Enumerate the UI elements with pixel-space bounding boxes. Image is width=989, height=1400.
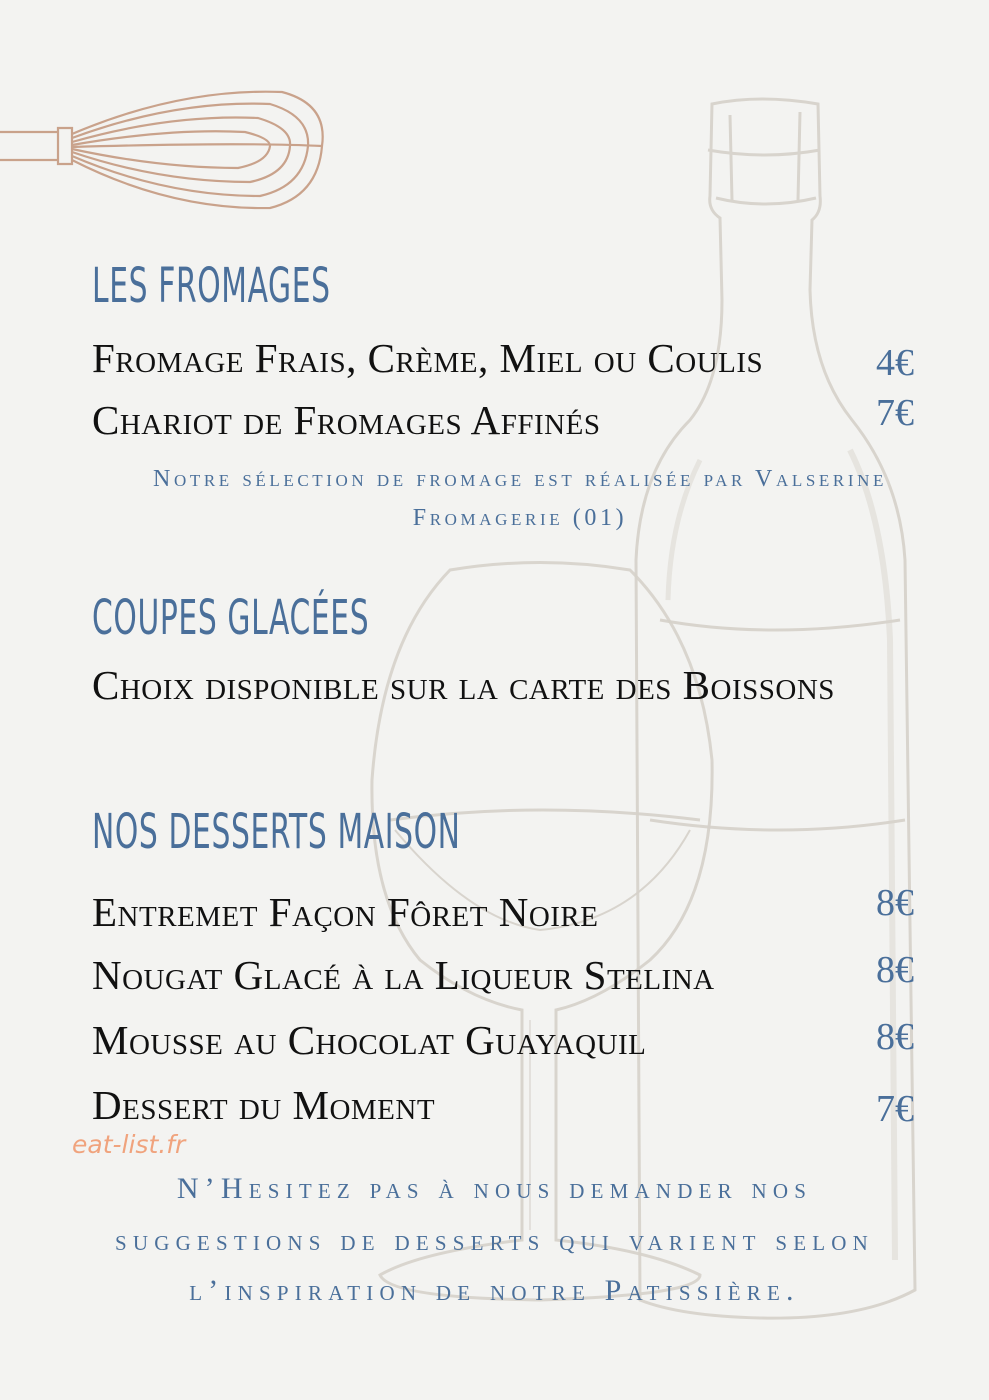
price-fromage-frais: 4€ bbox=[876, 342, 914, 384]
menu-item-fromage-frais: Fromage Frais, Crème, Miel ou Coulis bbox=[92, 335, 764, 381]
price-entremet: 8€ bbox=[876, 882, 914, 924]
menu-item-entremet: Entremet Façon Fôret Noire bbox=[92, 889, 599, 935]
price-dessert-du-moment: 7€ bbox=[876, 1088, 914, 1130]
wine-bottle-illustration bbox=[636, 99, 915, 1318]
menu-item-dessert-du-moment: Dessert du Moment bbox=[92, 1082, 436, 1128]
dessert-note-line3: l’inspiration de notre Patissière. bbox=[189, 1274, 800, 1307]
menu-item-nougat: Nougat Glacé à la Liqueur Stelina bbox=[92, 952, 715, 998]
section-title-coupes-glacees: COUPES GLACÉES bbox=[92, 590, 370, 646]
price-chariot-fromages: 7€ bbox=[876, 392, 914, 434]
menu-item-chariot-fromages: Chariot de Fromages Affinés bbox=[92, 397, 601, 443]
price-mousse: 8€ bbox=[876, 1016, 914, 1058]
fromage-note-line2: Fromagerie (01) bbox=[412, 505, 628, 531]
menu-item-mousse: Mousse au Chocolat Guayaquil bbox=[92, 1017, 647, 1063]
dessert-note-line2: suggestions de desserts qui varient selon bbox=[114, 1224, 875, 1257]
menu-item-coupes-choix: Choix disponible sur la carte des Boissons bbox=[92, 662, 835, 708]
section-title-fromages: LES FROMAGES bbox=[92, 258, 331, 314]
watermark-logo: eat-list.fr bbox=[72, 1130, 186, 1159]
fromage-note-line1: Notre sélection de fromage est réalisée par Valserine bbox=[153, 466, 887, 492]
price-nougat: 8€ bbox=[876, 949, 914, 991]
dessert-note-line1: N’Hesitez pas à nous demander nos bbox=[176, 1172, 813, 1205]
section-title-desserts: NOS DESSERTS MAISON bbox=[92, 804, 461, 860]
whisk-icon bbox=[0, 92, 323, 208]
